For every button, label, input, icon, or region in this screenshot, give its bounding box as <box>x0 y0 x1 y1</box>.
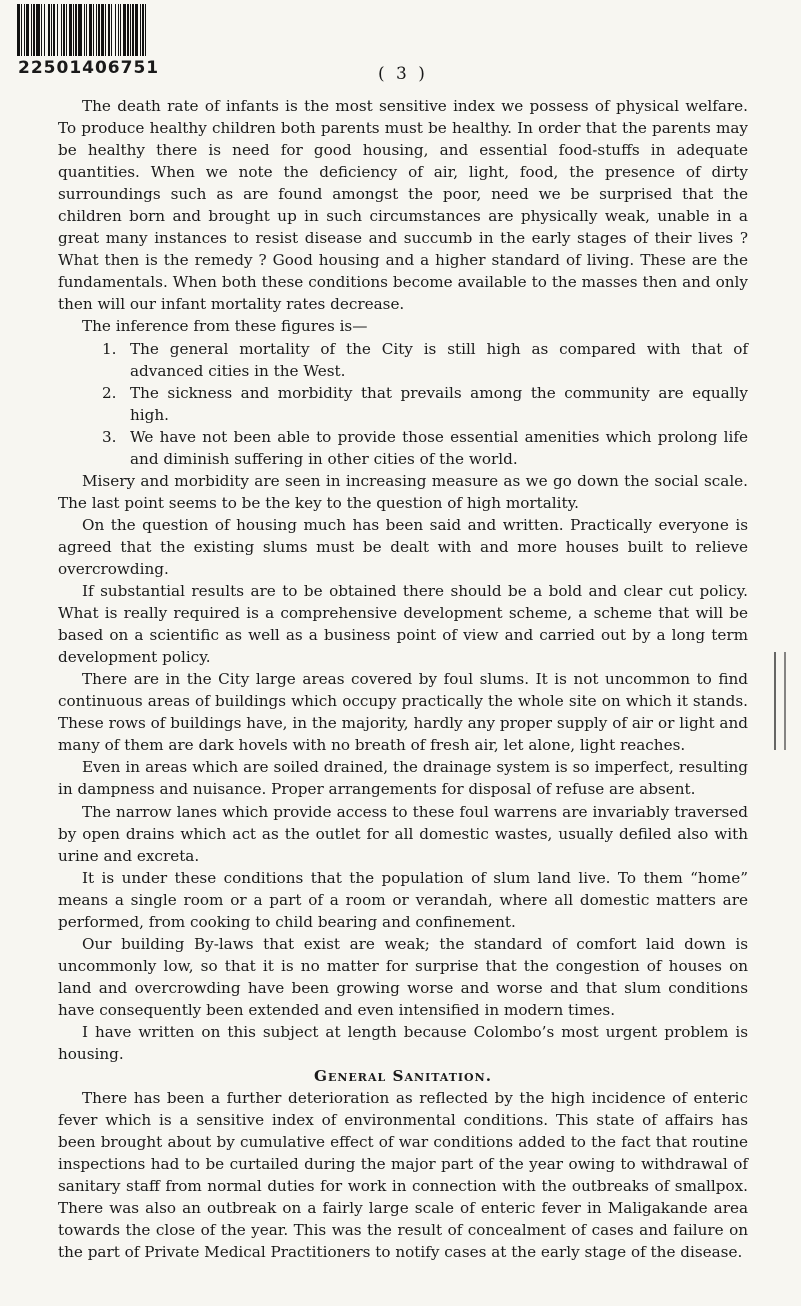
list-item-text: The general mortality of the City is still high as compared with that of advanced cities in the West. <box>130 339 748 380</box>
list-item-text: The sickness and morbidity that prevails among the community are equally high. <box>130 383 748 424</box>
list-item-number: 2. <box>102 383 117 402</box>
paragraph-misery: Misery and morbidity are seen in increasing measure as we go down the social scale. The last point seems to be the key to the question of high mortality. <box>58 471 748 512</box>
paragraph-policy: If substantial results are to be obtained there should be a bold and clear cut policy. What is really required is a comprehensive development scheme, a scheme that will be based on a scientific as well as a business point of view and carried out by a long term development policy. <box>58 582 748 667</box>
paragraph-infant-mortality: The death rate of infants is the most sensitive index we possess of physical welfare. To produce healthy children both parents must be healthy. In order that the parents may be healthy there is need for good housing, and essential food-stuffs in adequate quantities. When we note the deficiency of air, light, food, the presence of dirty surroundings such as are found amongst the poor, need we be surprised that the children born and brought up in such circumstances are physically weak, unable in a great many instances to resist disease and succumb in the early stages of their lives ? What then is the remedy ? Good housing and a higher standard of living. These are the fundamentals. When both these conditions become available to the masses then and only then will our infant mortality rates decrease. <box>58 97 748 314</box>
paragraph-housing-question: On the question of housing much has been said and written. Practically everyone is agreed that the existing slums must be dealt with and more houses built to relieve overcrowding. <box>58 515 748 578</box>
paragraph-urgent-problem: I have written on this subject at length because Colombo’s most urgent problem is housing. <box>58 1022 748 1064</box>
page-number: ( 3 ) <box>378 64 428 84</box>
barcode-label <box>17 4 277 78</box>
list-item-text: We have not been able to provide those essential amenities which prolong life and diminish suffering in other cities of the world. <box>130 427 748 468</box>
barcode-number: 22501406751 <box>18 58 160 78</box>
paragraph-bylaws: Our building By-laws that exist are weak; the standard of comfort laid down is uncommonly low, so that it is no matter for surprise that the congestion of houses on land and overcrowding have been growing worse and worse and that slum conditions have consequently been extended and even intensified in modern times. <box>58 934 748 1019</box>
paragraph-slums: There are in the City large areas covered by foul slums. It is not uncommon to find continuous areas of buildings which occupy practically the whole site on which it stands. These rows of buildings have, in the majority, hardly any proper supply of air or light and many of them are dark hovels with no breath of fresh air, let alone, light reaches. <box>58 670 748 755</box>
barcode <box>17 4 277 56</box>
section-heading-general-sanitation: General Sanitation. <box>314 1067 492 1086</box>
paragraph-enteric-fever: There has been a further deterioration as reflected by the high incidence of enteric fever which is a sensitive index of environmental conditions. This state of affairs has been brought about by cumulative effect of war conditions added to the fact that routine inspections had to be curtailed during the major part of the year owing to withdrawal of sanitary staff from normal duties for work in connection with the outbreaks of smallpox. There was also an outbreak on a fairly large scale of enteric fever in Maligakande area towards the close of the year. This was the result of concealment of cases and failure on the part of Private Medical Practitioners to notify cases at the early stage of the disease. <box>58 1089 748 1262</box>
paragraph-drainage: Even in areas which are soiled drained, the drainage system is so imperfect, resulting in dampness and nuisance. Proper arrangements for disposal of refuse are absent. <box>58 758 748 799</box>
paragraph-lanes: The narrow lanes which provide access to these foul warrens are invariably traversed by open drains which act as the outlet for all domestic wastes, usually defiled also with urine and excreta. <box>58 802 748 865</box>
document-body <box>58 95 748 1263</box>
inference-list <box>58 338 748 470</box>
paragraph-home: It is under these conditions that the population of slum land live. To them “home” means a single room or a part of a room or verandah, where all domestic matters are performed, from cooking to child bearing and confinement. <box>58 868 748 931</box>
margin-mark <box>774 652 786 750</box>
paragraph-inference-intro: The inference from these figures is— <box>82 317 368 336</box>
list-item-number: 1. <box>102 339 117 358</box>
list-item-number: 3. <box>102 427 117 446</box>
list-item <box>102 338 748 382</box>
list-item <box>102 426 748 470</box>
list-item <box>102 382 748 426</box>
